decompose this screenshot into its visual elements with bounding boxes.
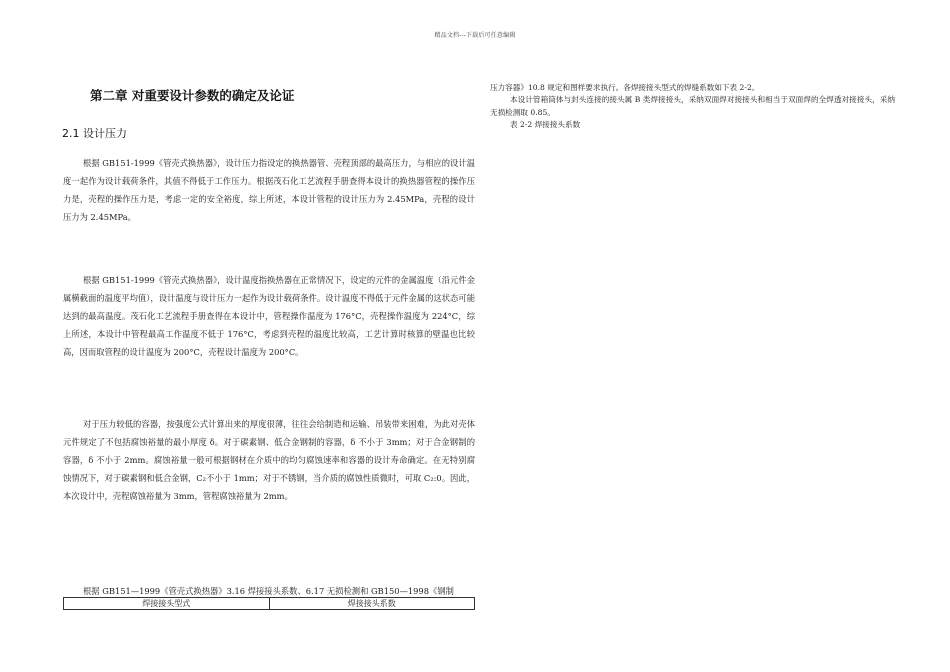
right-column-line-2: 本设计管箱筒体与封头连接的接头属 B 类焊接接头，采纳双面焊对接接头和相当于双面焊的全焊透对接接头，采纳无损检测取 0.85。 xyxy=(490,95,895,117)
page-header: 精品文档---下载后可任意编辑 xyxy=(434,32,516,39)
table-header-joint-coefficient: 焊接接头系数 xyxy=(269,598,475,610)
paragraph-corrosion-allowance: 对于压力较低的容器，按强度公式计算出来的厚度很薄，往往会给制造和运输、吊装带来困难，为此对壳体元件规定了不包括腐蚀裕量的最小厚度 δ。对于碳素钢、低合金钢制的容器，δ 不小于 3mm；对于合金钢制的容器，δ 不小于 2mm。腐蚀裕量一般可根据钢材在介质中的均匀腐蚀速率和容器的设计寿命确定。在无特别腐蚀情况下，对于碳素钢和低合金钢，C₂不小于 1mm；对于不锈钢，当介质的腐蚀性质微时，可取 C₂:0。因此，本次设计中，壳程腐蚀裕量为 3mm，管程腐蚀裕量为 2mm。 xyxy=(63,419,475,501)
table-header-row xyxy=(64,598,475,610)
paragraph-weld-joint: 根据 GB151—1999《管壳式换热器》3.16 焊接接头系数、6.17 无损检测和 GB150—1998《钢制 xyxy=(83,586,454,596)
paragraph-design-pressure: 根据 GB151-1999《管壳式换热器》，设计压力指设定的换热器管、壳程顶部的最高压力，与相应的设计温度一起作为设计载荷条件，其值不得低于工作压力。根据茂石化工艺流程手册查得本设计的换热器管程的操作压力是，壳程的操作压力是，考虑一定的安全裕度，综上所述，本设计管程的设计压力为 2.45MPa，壳程的设计压力为 2.45MPa。 xyxy=(63,158,475,222)
right-column xyxy=(490,82,895,132)
right-column-line-1: 压力容器》10.8 规定和图样要求执行。各焊接接头型式的焊缝系数如下表 2-2。 xyxy=(490,83,760,92)
table-header-joint-type: 焊接接头型式 xyxy=(64,598,270,610)
weld-joint-table xyxy=(63,597,475,610)
paragraph-design-temperature: 根据 GB151-1999《管壳式换热器》，设计温度指换热器在正常情况下，设定的元件的金属温度（沿元件金属横截面的温度平均值），设计温度与设计压力一起作为设计载荷条件。设计温度不得低于元件金属的这状态可能达到的最高温度。茂石化工艺流程手册查得在本设计中，管程操作温度为 176°C，壳程操作温度为 224°C，综上所述，本设计中管程最高工作温度不低于 176°C，考虑到壳程的温度比较高，工艺计算时核算的壁温也比较高，因而取管程的设计温度为 200°C，壳程设计温度为 200°C。 xyxy=(63,275,475,357)
section-title: 2.1 设计压力 xyxy=(62,127,127,140)
table-caption: 表 2-2 焊接接头系数 xyxy=(510,120,581,130)
chapter-title: 第二章 对重要设计参数的确定及论证 xyxy=(90,88,295,103)
